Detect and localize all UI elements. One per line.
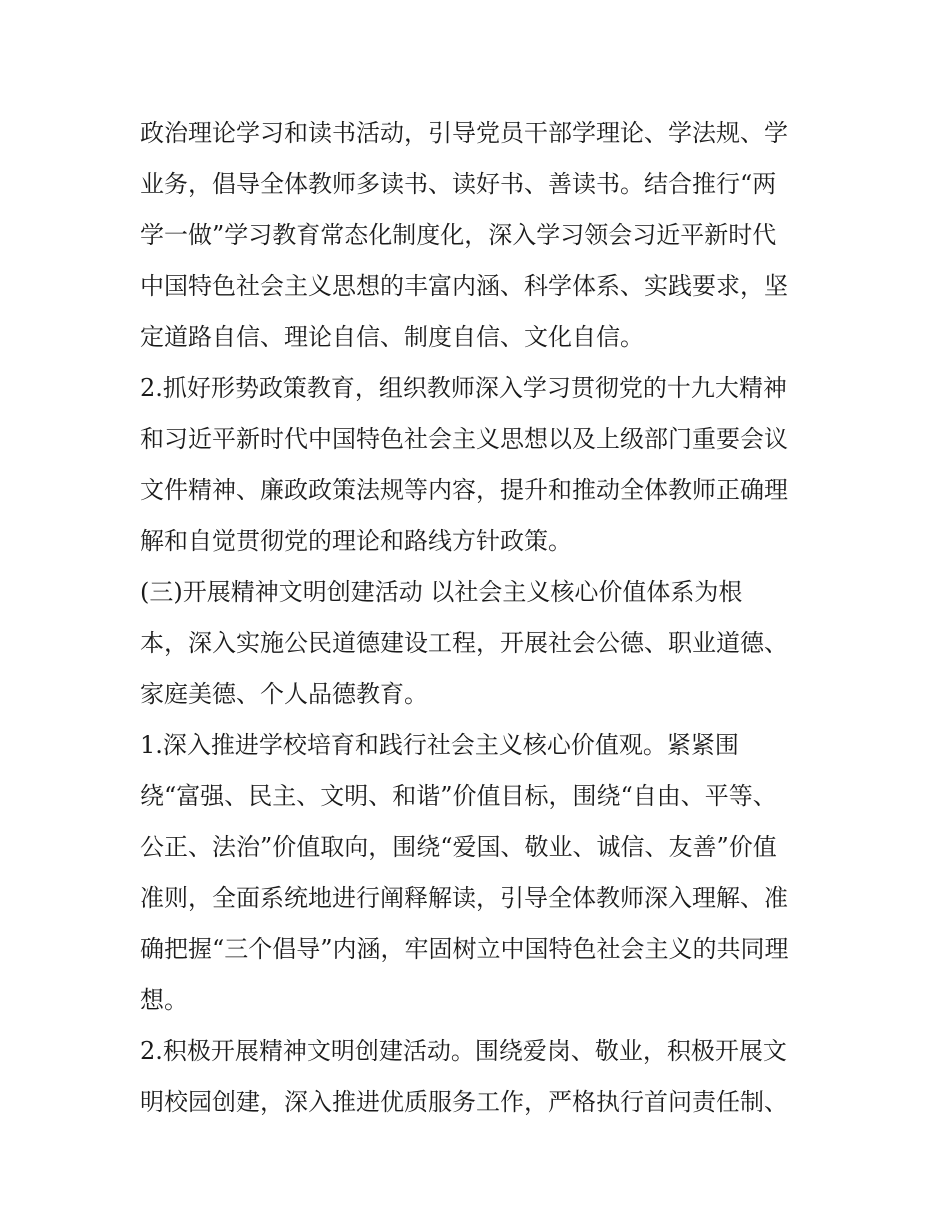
text-line: 2.积极开展精神文明创建活动。围绕爱岗、敬业，积极开展文	[140, 1037, 787, 1065]
text-line: 2.抓好形势政策教育，组织教师深入学习贯彻党的十九大精神	[140, 374, 787, 402]
text-line: 绕“富强、民主、文明、和谐”价值目标，围绕“自由、平等、	[140, 782, 777, 810]
text-line: 和习近平新时代中国特色社会主义思想以及上级部门重要会议	[140, 425, 788, 453]
text-line: 准则，全面系统地进行阐释解读，引导全体教师深入理解、准	[140, 884, 788, 912]
text-line: 政治理论学习和读书活动，引导党员干部学理论、学法规、学	[140, 119, 788, 147]
text-line: 确把握“三个倡导”内涵，牢固树立中国特色社会主义的共同理	[140, 935, 789, 963]
section-heading-line: (三)开展精神文明创建活动 以社会主义核心价值体系为根	[140, 578, 743, 606]
text-line: 明校园创建，深入推进优质服务工作，严格执行首问责任制、	[140, 1088, 788, 1116]
text-line: 中国特色社会主义思想的丰富内涵、科学体系、实践要求，坚	[140, 272, 788, 300]
text-line: 学一做”学习教育常态化制度化，深入学习领会习近平新时代	[140, 221, 777, 249]
text-line: 1.深入推进学校培育和践行社会主义核心价值观。紧紧围	[140, 731, 739, 759]
text-line: 本，深入实施公民道德建设工程，开展社会公德、职业道德、	[140, 629, 788, 657]
text-line: 业务，倡导全体教师多读书、读好书、善读书。结合推行“两	[140, 170, 777, 198]
text-line: 想。	[140, 986, 188, 1014]
text-line: 家庭美德、个人品德教育。	[140, 680, 428, 708]
text-line: 公正、法治”价值取向，围绕“爱国、敬业、诚信、友善”价值	[140, 833, 777, 861]
body-text	[140, 108, 820, 1128]
text-line: 定道路自信、理论自信、制度自信、文化自信。	[140, 323, 644, 351]
text-line: 文件精神、廉政政策法规等内容，提升和推动全体教师正确理	[140, 476, 788, 504]
text-line: 解和自觉贯彻党的理论和路线方针政策。	[140, 527, 572, 555]
